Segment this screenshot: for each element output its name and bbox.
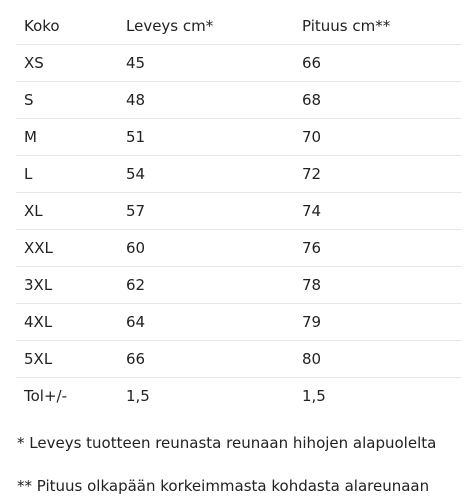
header-length: Pituus cm** [294,8,462,45]
table-row [16,156,462,193]
cell-size: L [16,156,118,193]
cell-length: 76 [294,230,462,267]
cell-length: 72 [294,156,462,193]
table-row [16,45,462,82]
cell-length: 74 [294,193,462,230]
table-row [16,193,462,230]
cell-length: 66 [294,45,462,82]
cell-length: 1,5 [302,387,326,405]
cell-length: 78 [294,267,462,304]
cell-width: 66 [118,341,294,378]
table-row [16,119,462,156]
cell-length: 70 [294,119,462,156]
table-row [16,82,462,119]
table-row [16,341,462,378]
cell-width: 54 [118,156,294,193]
cell-size: XXL [16,230,118,267]
cell-width: 1,5 [126,387,150,405]
footnote-length: ** Pituus olkapään korkeimmasta kohdasta alareunaan [17,477,430,495]
cell-width: 62 [118,267,294,304]
cell-size: M [16,119,118,156]
header-width: Leveys cm* [118,8,294,45]
cell-length: 80 [294,341,462,378]
table-row [16,378,462,415]
table-row [16,230,462,267]
header-size: Koko [16,8,118,45]
table-row [16,304,462,341]
cell-width: 51 [118,119,294,156]
cell-size: S [16,82,118,119]
footnote-width: * Leveys tuotteen reunasta reunaan hihojen alapuolelta [17,434,437,452]
table-row [16,267,462,304]
cell-length: 68 [294,82,462,119]
cell-width: 64 [118,304,294,341]
cell-size: XS [16,45,118,82]
cell-width: 60 [118,230,294,267]
cell-length: 79 [294,304,462,341]
cell-size: Tol+/- [24,387,67,405]
cell-size: 5XL [16,341,118,378]
cell-width: 48 [118,82,294,119]
cell-width: 45 [118,45,294,82]
cell-size: 4XL [16,304,118,341]
cell-width: 57 [118,193,294,230]
size-chart-table [16,8,462,414]
table-header-row [16,8,462,45]
cell-size: 3XL [16,267,118,304]
cell-size: XL [16,193,118,230]
